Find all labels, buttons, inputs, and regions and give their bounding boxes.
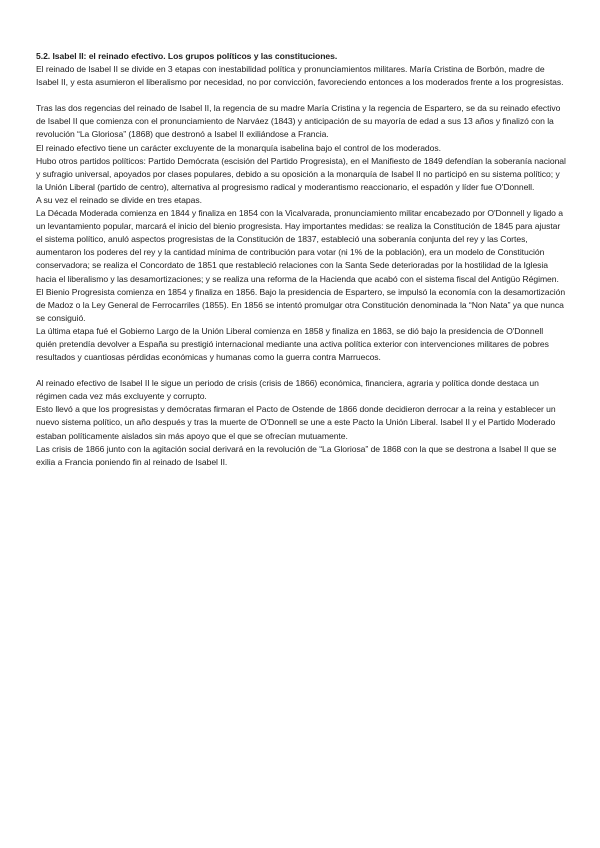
paragraph-decada-moderada: La Década Moderada comienza en 1844 y finaliza en 1854 con la Vicalvarada, pronunciamiento militar encabezado por O'Donnell y ligado a un levantamiento popular, marcará el inicio del bienio progresista. Hay importantes medidas: se realiza la Constitución de 1845 para ajustar el sistema político, anuló aspectos progresistas de la Constitución de 1837, estableció una soberanía conjunta del rey y las Cortes, aumentaron los poderes del rey y la cantidad mínima de contribución para votar (ni 1% de la población), era un modelo de Constitución conservadora; se realiza el Concordato de 1851 que restableció relaciones con la Santa Sede deterioradas por la hostilidad de la Iglesia hacia el liberalismo y las desamortizaciones; y se realiza una reforma de la Hacienda que acabó con el sistema fiscal del Antigüo Régimen. [36,208,563,284]
paragraph-regencias: Tras las dos regencias del reinado de Isabel II, la regencia de su madre María Cristina y la regencia de Espartero, se da su reinado efectivo de Isabel II que comienza con el pronunciamiento de Narváez (1843) y anticipación de su mayoría de edad a sus 13 años y finalizó con la revolución “La Gloriosa” (1868) que destronó a Isabel II exiliándose a Francia. [36,103,561,140]
paragraph-gloriosa: Las crisis de 1866 junto con la agitación social derivará en la revolución de “La Gloriosa” de 1868 con la que se destrona a Isabel II que se exilia a Francia poniendo fin al reinado de Isabel II. [36,443,557,467]
paragraph-gap [36,89,566,102]
paragraph-crisis: Al reinado efectivo de Isabel II le sigue un periodo de crisis (crisis de 1866) económica, financiera, agraria y política donde destaca un régimen cada vez más excluyente y corrupto. [36,378,539,402]
paragraph-caracter: El reinado efectivo tiene un carácter excluyente de la monarquía isabelina bajo el control de los moderados. [36,142,441,153]
section-title: 5.2. Isabel II: el reinado efectivo. Los grupos políticos y las constituciones. [36,51,338,61]
paragraph-etapas: A su vez el reinado se divide en tres etapas. [36,194,202,205]
paragraph-bienio-progresista: El Bienio Progresista comienza en 1854 y finaliza en 1856. Bajo la presidencia de Espartero, se impulsó la economía con la desamortización de Madoz o la Ley General de Ferrocarriles (1855). En 1856 se intentó promulgar otra Constitución denominada la “Non Nata” ya que nunca se consiguió. [36,286,566,323]
paragraph-pacto-ostende: Esto llevó a que los progresistas y demócratas firmaran el Pacto de Ostende de 1866 donde decidieron derrocar a la reina y establecer un nuevo sistema político, un año después y tras la muerte de O'Donnell se une a este Pacto la Unión Liberal. Isabel II y el Partido Moderado estaban políticamente aislados sin más apoyo que el que se ofrecían mutuamente. [36,404,556,441]
paragraph-partidos: Hubo otros partidos políticos: Partido Demócrata (escisión del Partido Progresista), en el Manifiesto de 1849 defendían la soberanía nacional y sufragio universal, apoyados por clases populares, debido a su oposición a la monarquía de Isabel II no participó en su sistema político; y la Unión Liberal (partido de centro), alternativa al progresismo radical y moderantismo reaccionario, el espadón y líder fue O'Donnell. [36,155,566,192]
paragraph-union-liberal: La última etapa fué el Gobierno Largo de la Unión Liberal comienza en 1858 y finaliza en 1863, se dió bajo la presidencia de O'Donnell quién pretendía devolver a España su prestigió internacional mediante una activa política exterior con intervenciones militares de pobres resultados y cuantiosas pérdidas económicas y humanas como la guerra contra Marruecos. [36,325,549,363]
document-page [36,50,566,469]
paragraph-intro: El reinado de Isabel II se divide en 3 etapas con inestabilidad política y pronunciamientos militares. María Cristina de Borbón, madre de Isabel II, y esta asumieron el liberalismo por necesidad, no por convicción, favoreciendo entonces a los moderados frente a los progresistas. [36,64,564,88]
paragraph-gap [36,364,566,377]
